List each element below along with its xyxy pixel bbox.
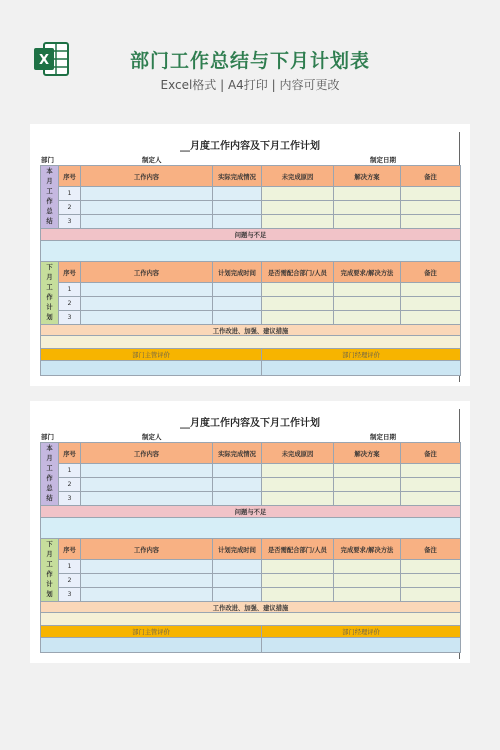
- improve-band: 工作改进、加强、建议措施: [41, 325, 461, 336]
- manager-eval-input[interactable]: [262, 361, 461, 376]
- col-header: 备注: [401, 262, 461, 283]
- dept-label: 部门: [41, 156, 54, 164]
- sheet-title: __月度工作内容及下月工作计划: [180, 141, 320, 152]
- table-row: 3: [41, 215, 461, 229]
- col-header: 未完成原因: [262, 443, 334, 464]
- table-row: 3: [41, 588, 461, 602]
- col-header: 是否需配合部门/人员: [262, 262, 334, 283]
- plan-side-label: 下 月 工 作 计 划: [41, 262, 59, 325]
- problems-band: 问题与不足: [41, 506, 461, 518]
- sheet-preview-2: [30, 401, 470, 663]
- improve-input[interactable]: [41, 336, 461, 349]
- col-header: 计划完成时间: [213, 262, 262, 283]
- col-header: 工作内容: [81, 166, 213, 187]
- col-header: 计划完成时间: [213, 539, 262, 560]
- table-row: 1: [41, 464, 461, 478]
- maker-label: 制定人: [142, 433, 162, 441]
- col-header: 实际完成情况: [213, 166, 262, 187]
- col-header: 完成要求/解决方法: [334, 262, 401, 283]
- summary-side-label: 本 月 工 作 总 结: [41, 443, 59, 506]
- col-header: 是否需配合部门/人员: [262, 539, 334, 560]
- col-header: 完成要求/解决方法: [334, 539, 401, 560]
- problems-input[interactable]: [41, 518, 461, 539]
- col-header: 备注: [401, 539, 461, 560]
- col-header: 工作内容: [81, 539, 213, 560]
- table-row: 3: [41, 492, 461, 506]
- supervisor-eval-label: 部门主管评价: [41, 349, 262, 361]
- col-header: 备注: [401, 443, 461, 464]
- table-row: 2: [41, 574, 461, 588]
- improve-band: 工作改进、加强、建议措施: [41, 602, 461, 613]
- col-header: 序号: [59, 443, 81, 464]
- page-subtitle: Excel格式 | A4打印 | 内容可更改: [160, 78, 340, 92]
- problems-input[interactable]: [41, 241, 461, 262]
- table-row: 1: [41, 283, 461, 297]
- date-label: 制定日期: [370, 433, 396, 441]
- plan-table: [40, 442, 461, 653]
- maker-label: 制定人: [142, 156, 162, 164]
- sheet-title: __月度工作内容及下月工作计划: [180, 418, 320, 429]
- problems-band: 问题与不足: [41, 229, 461, 241]
- page-title: 部门工作总结与下月计划表: [129, 50, 370, 72]
- col-header: 未完成原因: [262, 166, 334, 187]
- col-header: 备注: [401, 166, 461, 187]
- page-header: [0, 0, 500, 115]
- col-header: 解决方案: [334, 443, 401, 464]
- table-row: 2: [41, 297, 461, 311]
- sheet-preview-1: [30, 124, 470, 386]
- manager-eval-label: 部门经理评价: [262, 626, 461, 638]
- supervisor-eval-label: 部门主管评价: [41, 626, 262, 638]
- svg-text:X: X: [38, 53, 50, 68]
- col-header: 实际完成情况: [213, 443, 262, 464]
- date-label: 制定日期: [370, 156, 396, 164]
- plan-side-label: 下 月 工 作 计 划: [41, 539, 59, 602]
- summary-side-label: 本 月 工 作 总 结: [41, 166, 59, 229]
- plan-table: [40, 165, 461, 376]
- improve-input[interactable]: [41, 613, 461, 626]
- table-row: 3: [41, 311, 461, 325]
- col-header: 工作内容: [81, 262, 213, 283]
- col-header: 序号: [59, 166, 81, 187]
- table-row: 2: [41, 478, 461, 492]
- col-header: 序号: [59, 539, 81, 560]
- table-row: 1: [41, 187, 461, 201]
- supervisor-eval-input[interactable]: [41, 361, 262, 376]
- col-header: 序号: [59, 262, 81, 283]
- col-header: 解决方案: [334, 166, 401, 187]
- dept-label: 部门: [41, 433, 54, 441]
- manager-eval-label: 部门经理评价: [262, 349, 461, 361]
- col-header: 工作内容: [81, 443, 213, 464]
- table-row: 2: [41, 201, 461, 215]
- supervisor-eval-input[interactable]: [41, 638, 262, 653]
- table-row: 1: [41, 560, 461, 574]
- manager-eval-input[interactable]: [262, 638, 461, 653]
